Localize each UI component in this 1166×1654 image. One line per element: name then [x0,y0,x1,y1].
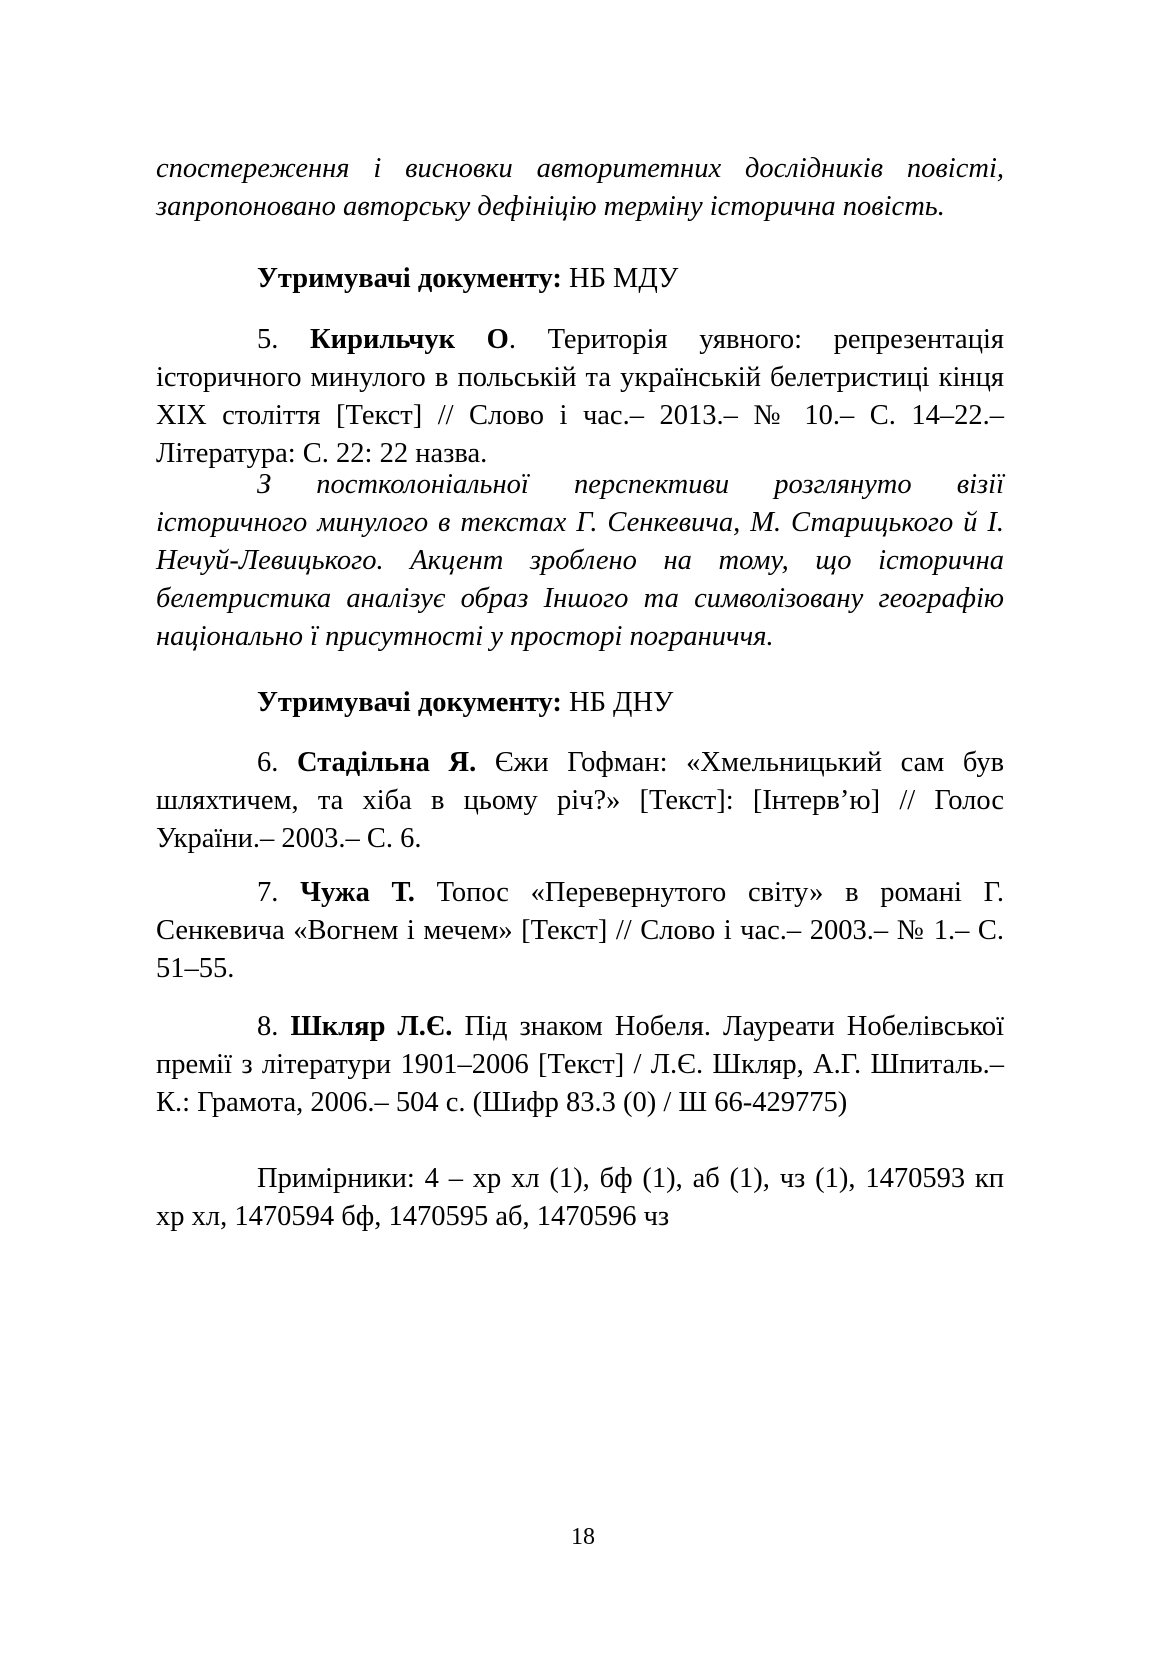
entry-citation: Топос «Перевернутого світу» в романі Г. Сенкевича «Вогнем і мечем» [Текст] // Слово і час.– 2003.– № 1.– С. 51–55. [156,877,1004,984]
entry-author: Шкляр Л.Є. [290,1011,453,1042]
bib-entry-7 [156,874,1004,988]
holder-value: НБ ДНУ [568,687,674,718]
bib-entry-5 [156,321,1004,473]
bib-entry-8 [156,1008,1004,1122]
entry-8-copies: Примірники: 4 – хр хл (1), бф (1), аб (1), чз (1), 1470593 кп хр хл, 1470594 бф, 1470595 аб, 1470596 чз [156,1163,1004,1232]
entry-number: 6. [257,747,279,778]
bib-entry-6 [156,744,1004,858]
entry-number: 5. [257,324,279,355]
entry-author: Стадільна Я. [297,747,477,778]
page-number: 18 [571,1524,595,1550]
entry-number: 8. [257,1011,279,1042]
entry-author: Чужа Т. [300,877,415,908]
holder-label: Утримувачі документу: [257,687,562,718]
entry-citation: . Територія уявного: репрезентація історичного минулого в польській та українській белетристиці кінця XIX століття [Текст] // Слово і час.– 2013.– № 10.– С. 14–22.– Література: С. 22: 22 назва. [156,324,1004,469]
continuation-annotation: спостереження і висновки авторитетних дослідників повісті, запропоновано авторську дефініцію терміну історична повість. [156,153,1004,222]
entry-author: Кирильчук О [310,324,509,355]
holder-line-1 [257,260,678,298]
holder-label: Утримувачі документу: [257,263,562,294]
entry-5-annotation: З постколоніальної перспективи розглянуто візії історичного минулого в текстах Г. Сенкевича, М. Старицького й І. Нечуй-Левицького. Акцент зроблено на тому, що історична белетристика аналізує образ Іншого та символізовану географію національно ї присутності у просторі пограниччя. [156,469,1004,652]
entry-number: 7. [257,877,279,908]
entry-citation: Під знаком Нобеля. Лауреати Нобелівської премії з літератури 1901–2006 [Текст] / Л.Є. Шкляр, А.Г. Шпиталь.– К.: Грамота, 2006.– 504 с. (Шифр 83.3 (0) / Ш 66-429775) [156,1011,1005,1118]
holder-line-2 [257,684,673,722]
holder-value: НБ МДУ [568,263,679,294]
entry-citation: Єжи Гофман: «Хмельницький сам був шляхтичем, та хіба в цьому річ?» [Текст]: [Інтерв’ю] // Голос України.– 2003.– С. 6. [156,747,1005,854]
